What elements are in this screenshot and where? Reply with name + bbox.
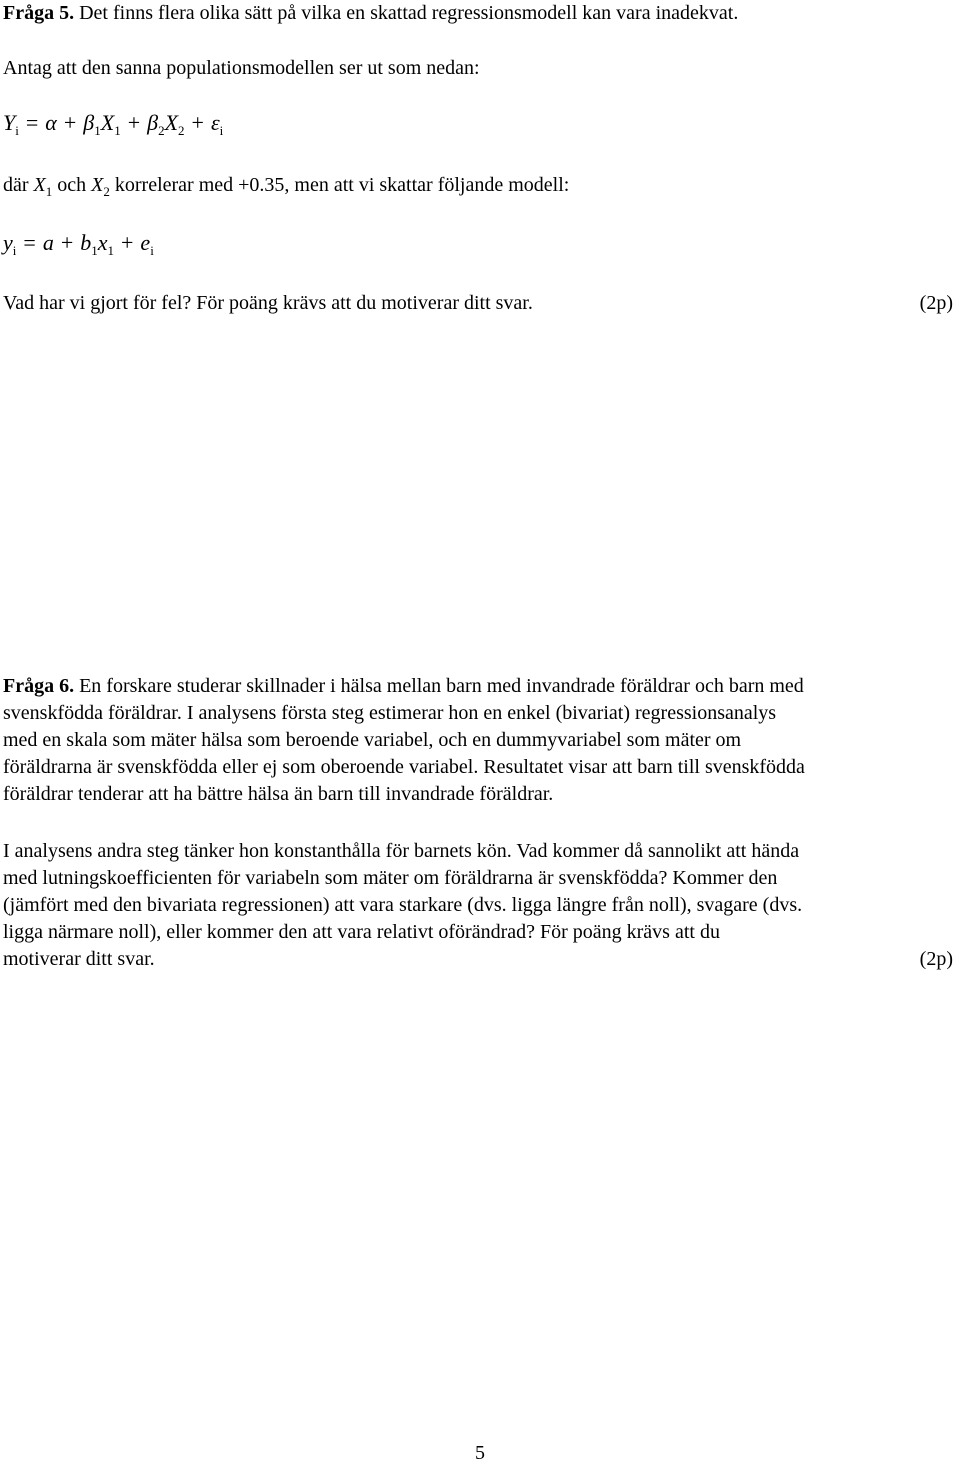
corr-x2: X <box>91 174 104 196</box>
q6-line-3: med en skala som mäter hälsa som beroende variabel, och en dummyvariabel som mäter om <box>3 729 742 751</box>
q6-p2-line-4: ligga närmare noll), eller kommer den att vara relativt oförändrad? För poäng krävs att du <box>3 921 720 943</box>
corr-pre: där <box>3 174 34 196</box>
eq2-e-sub: i <box>150 243 154 258</box>
q5-label: Fråga 5. <box>3 2 75 24</box>
eq1-beta-1-sub: 1 <box>94 123 101 138</box>
q5-line2: Antag att den sanna populationsmodellen ser ut som nedan: <box>3 57 480 79</box>
q6-label: Fråga 6. <box>3 675 75 697</box>
eq2-b-sub: 1 <box>91 243 98 258</box>
corr-post: korrelerar med +0.35, men att vi skattar följande modell: <box>109 174 570 196</box>
q6-p2-text-5: motiverar ditt svar. <box>3 948 155 970</box>
eq2-b: b <box>80 230 92 255</box>
q6-p2-line-1: I analysens andra steg tänker hon konstanthålla för barnets kön. Vad kommer då sannolikt att hända <box>3 840 800 862</box>
eq2-equals: = <box>23 230 36 255</box>
corr-x2-sub: 2 <box>103 184 110 199</box>
page-number: 5 <box>475 1442 485 1464</box>
q6-line-1 <box>3 673 953 700</box>
q5-question: Vad har vi gjort för fel? För poäng krävs att du motiverar ditt svar. <box>3 292 533 314</box>
eq1-equals: = <box>25 110 39 135</box>
eq2-a: a <box>42 230 54 255</box>
eq2-e: e <box>140 230 151 255</box>
equation-estimated-model <box>3 229 154 264</box>
q5-correlation-block <box>3 172 953 199</box>
q6-p2-line-5 <box>3 946 953 973</box>
corr-x1: X <box>33 174 46 196</box>
q5-correlation-line <box>3 172 953 199</box>
eq1-X-1: X <box>100 110 115 135</box>
q6-line-5: föräldrar tenderar att ha bättre hälsa än barn till invandrade föräldrar. <box>3 783 554 805</box>
eq1-X-2: X <box>164 110 179 135</box>
eq1-beta-1: β <box>83 110 95 135</box>
q5-question-line <box>3 290 953 317</box>
q6-p2-line-2: med lutningskoefficienten för variabeln som mäter om föräldrarna är svenskfödda? Kommer den <box>3 867 778 889</box>
question-5 <box>3 0 953 27</box>
eq1-alpha: α <box>45 110 57 135</box>
eq2-plus-2: + <box>121 230 134 255</box>
eq2-x-sub: 1 <box>107 243 114 258</box>
corr-och: och <box>52 174 92 196</box>
q6-points: (2p) <box>919 948 953 970</box>
question-6 <box>3 673 953 808</box>
eq1-Y: Y <box>3 110 16 135</box>
eq2-x: x <box>97 230 108 255</box>
q5-intro: Det finns flera olika sätt på vilka en skattad regressionsmodell kan vara inadekvat. <box>74 2 739 24</box>
q5-intro-line <box>3 0 953 27</box>
eq2-plus-1: + <box>60 230 74 255</box>
eq2-y-sub: i <box>12 243 17 258</box>
q6-paragraph-2 <box>3 838 953 973</box>
q6-line-2: svenskfödda föräldrar. I analysens första steg estimerar hon en enkel (bivariat) regressionsanalys <box>3 702 777 724</box>
eq1-i-sub: i <box>15 123 19 138</box>
eq1-plus-3: + <box>191 110 204 135</box>
eq1-beta-2-sub: 2 <box>158 123 165 138</box>
eq1-epsilon: ε <box>210 110 220 135</box>
eq1-epsilon-sub: i <box>219 123 224 138</box>
equation-population-model <box>3 109 223 144</box>
q6-p1-text-1: En forskare studerar skillnader i hälsa mellan barn med invandrade föräldrar och barn med <box>74 675 804 697</box>
q5-points: (2p) <box>919 292 953 314</box>
eq1-X-1-sub: 1 <box>114 123 121 138</box>
eq1-X-2-sub: 2 <box>178 123 185 138</box>
q6-line-4: föräldrarna är svenskfödda eller ej som oberoende variabel. Resultatet visar att barn till svenskfödda <box>3 756 805 778</box>
q6-p2-line-3: (jämfört med den bivariata regressionen) att vara starkare (dvs. ligga längre från noll), svagare (dvs. <box>3 894 803 916</box>
q5-line2-block <box>3 55 953 82</box>
q5-question-block <box>3 290 953 317</box>
corr-x1-sub: 1 <box>45 184 53 199</box>
eq2-y: y <box>3 230 13 255</box>
eq1-beta-2: β <box>147 110 159 135</box>
eq1-plus-2: + <box>127 110 141 135</box>
eq1-plus-1: + <box>63 110 77 135</box>
